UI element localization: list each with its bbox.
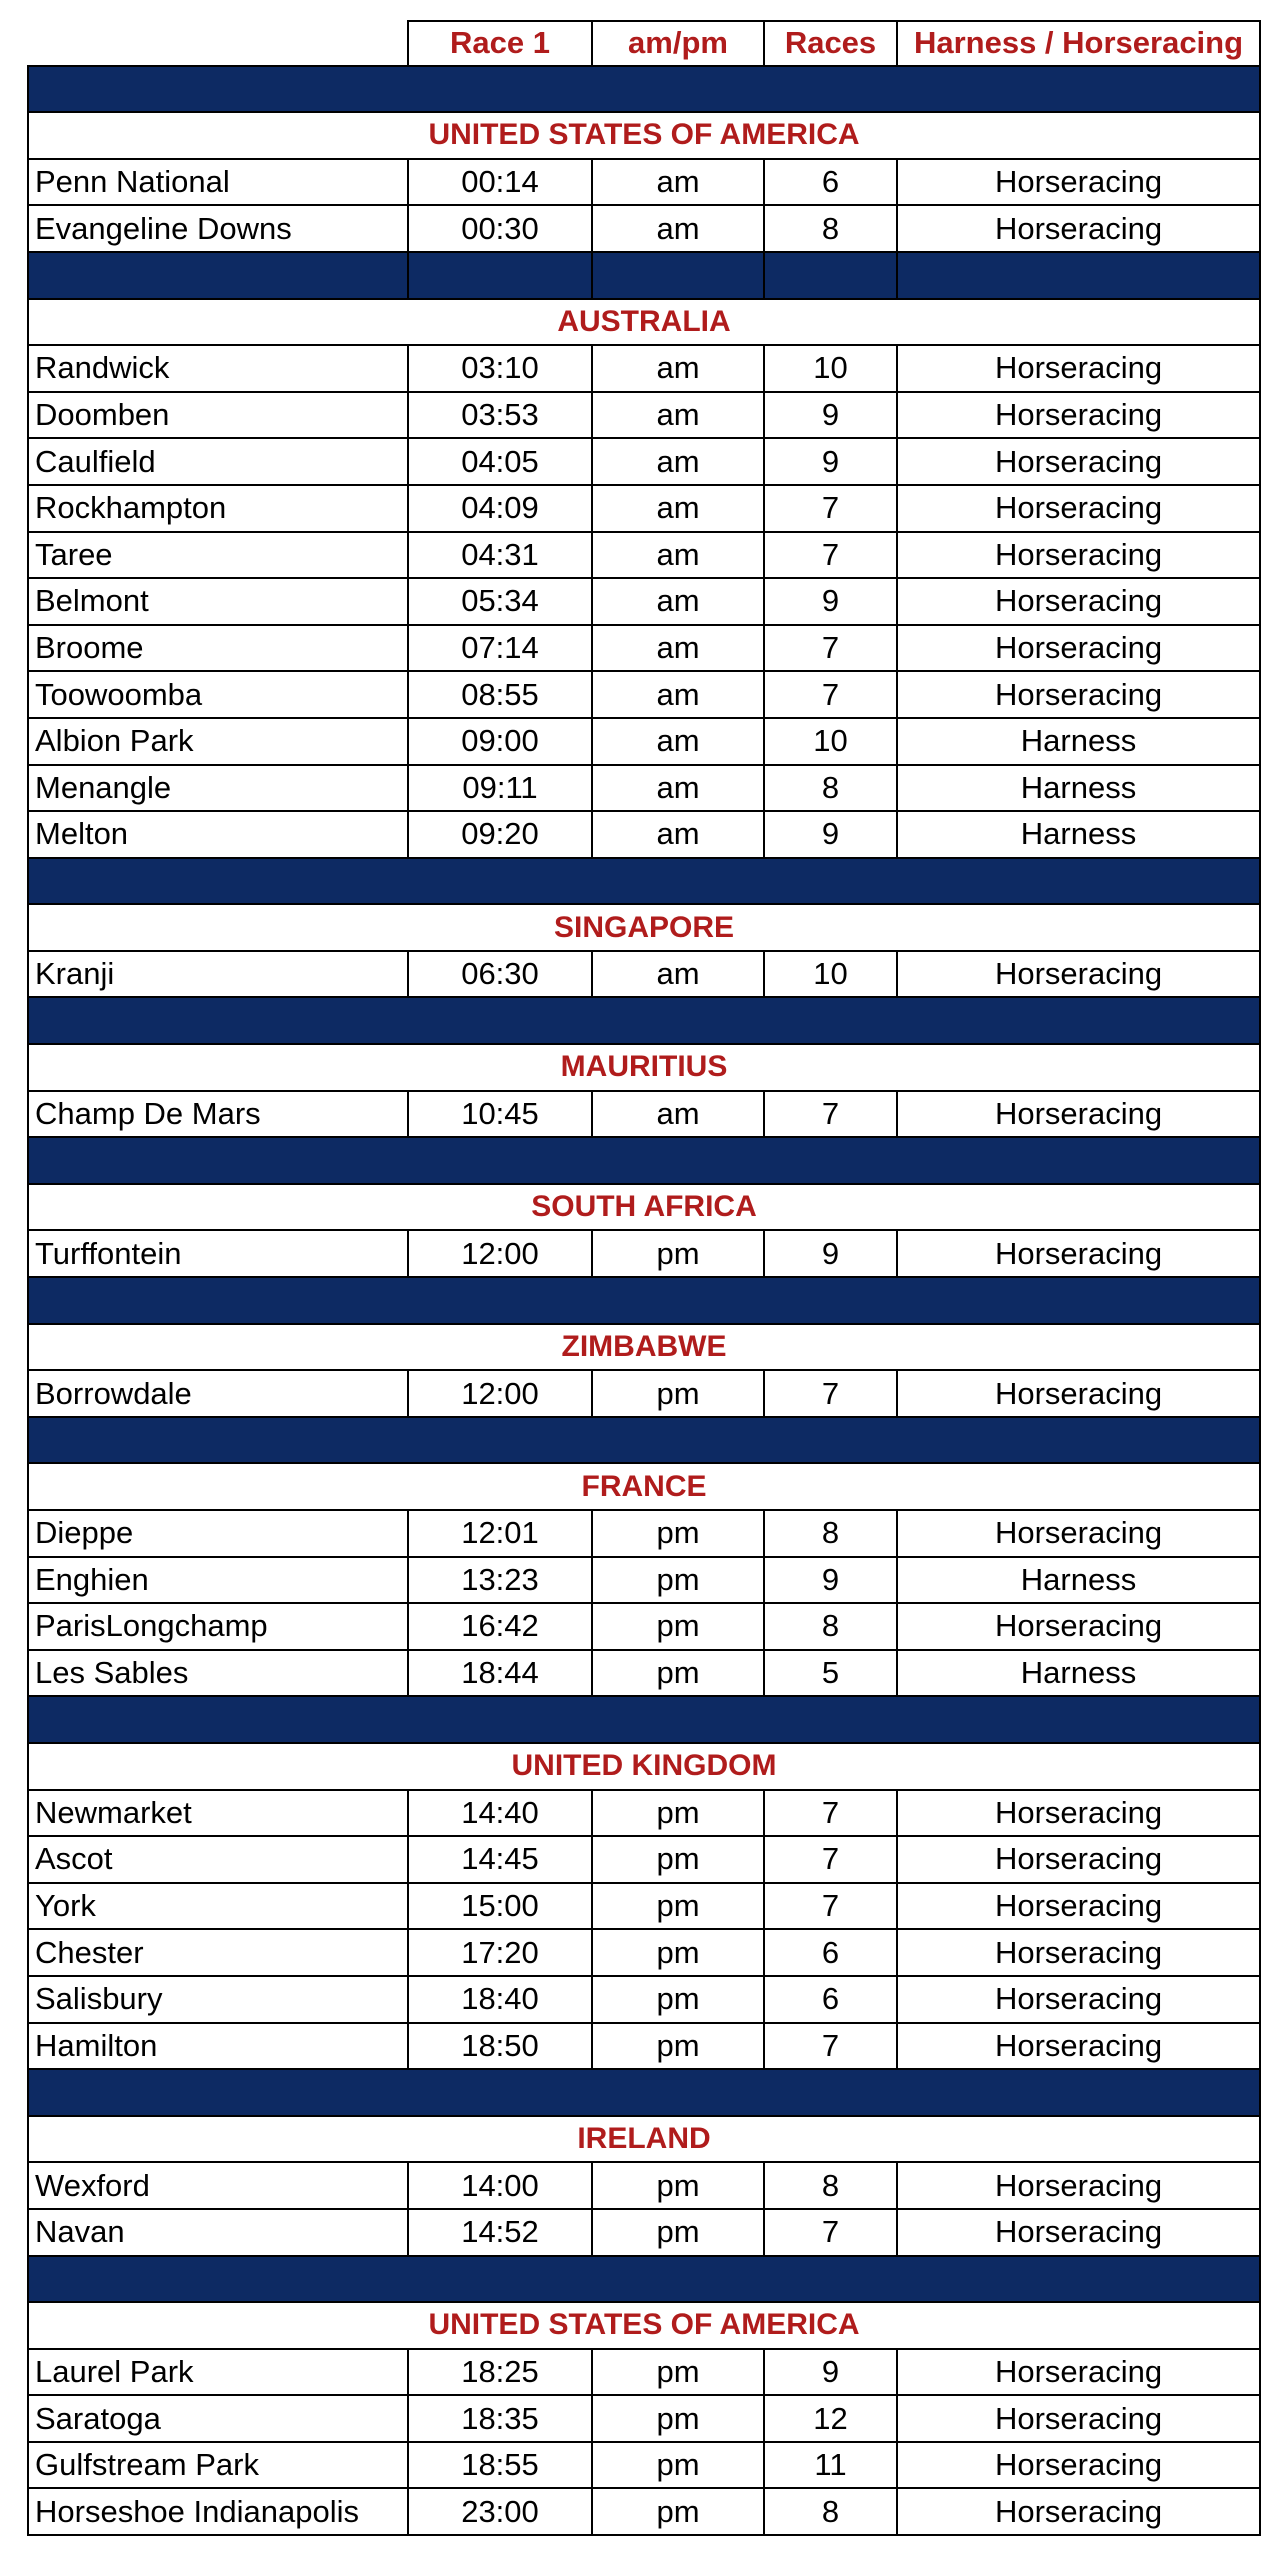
section-band <box>27 253 1261 300</box>
venue-cell: Ascot <box>27 1837 407 1884</box>
race-type-cell: Horseracing <box>896 2350 1261 2397</box>
race-1-time-cell: 06:30 <box>407 952 591 999</box>
race-type-cell: Horseracing <box>896 2443 1261 2490</box>
races-count-cell: 6 <box>763 1977 896 2024</box>
race-1-time-cell: 03:10 <box>407 346 591 393</box>
am-pm-cell: am <box>591 579 763 626</box>
table-row <box>27 579 1261 626</box>
am-pm-cell: am <box>591 812 763 859</box>
races-count-cell: 8 <box>763 1604 896 1651</box>
band-cell <box>896 253 1261 300</box>
venue-cell: Les Sables <box>27 1651 407 1698</box>
header-row <box>27 20 1261 67</box>
race-type-cell: Horseracing <box>896 626 1261 673</box>
table-row <box>27 533 1261 580</box>
race-1-time-cell: 09:00 <box>407 719 591 766</box>
races-count-cell: 8 <box>763 206 896 253</box>
race-type-cell: Horseracing <box>896 1837 1261 1884</box>
section-band <box>27 1418 1261 1465</box>
region-heading: SINGAPORE <box>27 905 1261 952</box>
am-pm-cell: pm <box>591 2396 763 2443</box>
race-1-time-cell: 15:00 <box>407 1884 591 1931</box>
am-pm-cell: pm <box>591 2163 763 2210</box>
am-pm-cell: am <box>591 160 763 207</box>
venue-cell: Doomben <box>27 393 407 440</box>
am-pm-cell: am <box>591 393 763 440</box>
venue-cell: Champ De Mars <box>27 1092 407 1139</box>
races-count-cell: 7 <box>763 1884 896 1931</box>
venue-cell: Borrowdale <box>27 1371 407 1418</box>
table-row <box>27 2350 1261 2397</box>
venue-cell: Chester <box>27 1930 407 1977</box>
am-pm-cell: am <box>591 952 763 999</box>
race-type-cell: Horseracing <box>896 1791 1261 1838</box>
am-pm-cell: pm <box>591 1604 763 1651</box>
table-row <box>27 626 1261 673</box>
venue-cell: Kranji <box>27 952 407 999</box>
race-type-cell: Harness <box>896 766 1261 813</box>
race-1-time-cell: 05:34 <box>407 579 591 626</box>
venue-cell: Randwick <box>27 346 407 393</box>
race-1-time-cell: 12:00 <box>407 1231 591 1278</box>
race-type-cell: Horseracing <box>896 1371 1261 1418</box>
am-pm-cell: am <box>591 439 763 486</box>
section-band <box>27 2070 1261 2117</box>
region-heading: AUSTRALIA <box>27 300 1261 347</box>
band-cell <box>591 253 763 300</box>
table-row <box>27 439 1261 486</box>
table-row <box>27 2163 1261 2210</box>
am-pm-cell: pm <box>591 1558 763 1605</box>
am-pm-cell: am <box>591 719 763 766</box>
table-row <box>27 1977 1261 2024</box>
race-1-time-cell: 18:55 <box>407 2443 591 2490</box>
am-pm-cell: am <box>591 533 763 580</box>
band-cell <box>27 253 407 300</box>
section-band <box>27 1138 1261 1185</box>
race-1-time-cell: 09:20 <box>407 812 591 859</box>
venue-cell: Taree <box>27 533 407 580</box>
header-race-1: Race 1 <box>407 20 591 67</box>
race-type-cell: Horseracing <box>896 346 1261 393</box>
table-row <box>27 160 1261 207</box>
race-1-time-cell: 13:23 <box>407 1558 591 1605</box>
header-races: Races <box>763 20 896 67</box>
race-type-cell: Horseracing <box>896 533 1261 580</box>
table-row <box>27 1604 1261 1651</box>
race-type-cell: Harness <box>896 812 1261 859</box>
table-row <box>27 1837 1261 1884</box>
section-band <box>27 67 1261 114</box>
race-type-cell: Horseracing <box>896 952 1261 999</box>
table-row <box>27 1651 1261 1698</box>
races-count-cell: 6 <box>763 1930 896 1977</box>
venue-cell: Melton <box>27 812 407 859</box>
races-count-cell: 7 <box>763 1837 896 1884</box>
am-pm-cell: pm <box>591 1371 763 1418</box>
races-count-cell: 7 <box>763 1371 896 1418</box>
region-heading: FRANCE <box>27 1464 1261 1511</box>
table-row <box>27 2210 1261 2257</box>
am-pm-cell: am <box>591 206 763 253</box>
am-pm-cell: pm <box>591 1977 763 2024</box>
race-1-time-cell: 17:20 <box>407 1930 591 1977</box>
races-count-cell: 6 <box>763 160 896 207</box>
race-1-time-cell: 08:55 <box>407 672 591 719</box>
race-type-cell: Horseracing <box>896 486 1261 533</box>
am-pm-cell: am <box>591 626 763 673</box>
race-1-time-cell: 04:09 <box>407 486 591 533</box>
am-pm-cell: am <box>591 766 763 813</box>
race-type-cell: Harness <box>896 1651 1261 1698</box>
header-venue <box>27 20 407 67</box>
am-pm-cell: pm <box>591 2024 763 2071</box>
table-row <box>27 1371 1261 1418</box>
table-row <box>27 393 1261 440</box>
band-cell <box>407 253 591 300</box>
race-type-cell: Horseracing <box>896 2024 1261 2071</box>
table-row <box>27 2396 1261 2443</box>
venue-cell: Navan <box>27 2210 407 2257</box>
section-band <box>27 998 1261 1045</box>
am-pm-cell: am <box>591 1092 763 1139</box>
region-heading: IRELAND <box>27 2117 1261 2164</box>
race-1-time-cell: 18:40 <box>407 1977 591 2024</box>
race-1-time-cell: 18:35 <box>407 2396 591 2443</box>
venue-cell: Newmarket <box>27 1791 407 1838</box>
races-count-cell: 7 <box>763 1791 896 1838</box>
table-row <box>27 1884 1261 1931</box>
venue-cell: Belmont <box>27 579 407 626</box>
races-count-cell: 9 <box>763 579 896 626</box>
table-row <box>27 346 1261 393</box>
race-1-time-cell: 00:14 <box>407 160 591 207</box>
race-type-cell: Horseracing <box>896 1977 1261 2024</box>
venue-cell: Dieppe <box>27 1511 407 1558</box>
am-pm-cell: pm <box>591 1930 763 1977</box>
races-count-cell: 9 <box>763 812 896 859</box>
table-row <box>27 672 1261 719</box>
table-row <box>27 766 1261 813</box>
section-band <box>27 1278 1261 1325</box>
region-heading: MAURITIUS <box>27 1045 1261 1092</box>
venue-cell: Wexford <box>27 2163 407 2210</box>
header-am-pm: am/pm <box>591 20 763 67</box>
table-row <box>27 1930 1261 1977</box>
race-1-time-cell: 16:42 <box>407 1604 591 1651</box>
race-1-time-cell: 04:05 <box>407 439 591 486</box>
races-count-cell: 9 <box>763 1231 896 1278</box>
races-count-cell: 7 <box>763 672 896 719</box>
races-count-cell: 9 <box>763 1558 896 1605</box>
race-1-time-cell: 14:00 <box>407 2163 591 2210</box>
race-1-time-cell: 04:31 <box>407 533 591 580</box>
table-row <box>27 1791 1261 1838</box>
table-row <box>27 1231 1261 1278</box>
races-count-cell: 8 <box>763 1511 896 1558</box>
region-heading: SOUTH AFRICA <box>27 1185 1261 1232</box>
venue-cell: ParisLongchamp <box>27 1604 407 1651</box>
region-heading: ZIMBABWE <box>27 1325 1261 1372</box>
race-type-cell: Horseracing <box>896 439 1261 486</box>
races-count-cell: 11 <box>763 2443 896 2490</box>
race-1-time-cell: 14:52 <box>407 2210 591 2257</box>
am-pm-cell: pm <box>591 2210 763 2257</box>
am-pm-cell: pm <box>591 1884 763 1931</box>
venue-cell: Evangeline Downs <box>27 206 407 253</box>
race-type-cell: Horseracing <box>896 1604 1261 1651</box>
race-1-time-cell: 18:44 <box>407 1651 591 1698</box>
races-count-cell: 9 <box>763 2350 896 2397</box>
venue-cell: Menangle <box>27 766 407 813</box>
venue-cell: Broome <box>27 626 407 673</box>
race-schedule-table <box>27 20 1261 2536</box>
race-type-cell: Harness <box>896 719 1261 766</box>
races-count-cell: 10 <box>763 719 896 766</box>
race-type-cell: Horseracing <box>896 2163 1261 2210</box>
races-count-cell: 10 <box>763 346 896 393</box>
venue-cell: Toowoomba <box>27 672 407 719</box>
table-row <box>27 206 1261 253</box>
race-1-time-cell: 10:45 <box>407 1092 591 1139</box>
region-heading: UNITED STATES OF AMERICA <box>27 113 1261 160</box>
table-row <box>27 486 1261 533</box>
venue-cell: Horseshoe Indianapolis <box>27 2489 407 2536</box>
venue-cell: Penn National <box>27 160 407 207</box>
race-1-time-cell: 09:11 <box>407 766 591 813</box>
venue-cell: Saratoga <box>27 2396 407 2443</box>
race-type-cell: Horseracing <box>896 2489 1261 2536</box>
table-row <box>27 952 1261 999</box>
header-type: Harness / Horseracing <box>896 20 1261 67</box>
race-type-cell: Horseracing <box>896 1092 1261 1139</box>
region-heading: UNITED STATES OF AMERICA <box>27 2303 1261 2350</box>
races-count-cell: 7 <box>763 2210 896 2257</box>
race-type-cell: Horseracing <box>896 672 1261 719</box>
table-row <box>27 2024 1261 2071</box>
races-count-cell: 8 <box>763 766 896 813</box>
am-pm-cell: pm <box>591 1837 763 1884</box>
venue-cell: Salisbury <box>27 1977 407 2024</box>
race-type-cell: Horseracing <box>896 579 1261 626</box>
table-row <box>27 719 1261 766</box>
venue-cell: Laurel Park <box>27 2350 407 2397</box>
section-band <box>27 1697 1261 1744</box>
am-pm-cell: pm <box>591 1791 763 1838</box>
am-pm-cell: am <box>591 672 763 719</box>
table-row <box>27 1092 1261 1139</box>
band-cell <box>763 253 896 300</box>
race-type-cell: Horseracing <box>896 2210 1261 2257</box>
races-count-cell: 7 <box>763 486 896 533</box>
race-1-time-cell: 03:53 <box>407 393 591 440</box>
race-1-time-cell: 14:40 <box>407 1791 591 1838</box>
races-count-cell: 10 <box>763 952 896 999</box>
venue-cell: Hamilton <box>27 2024 407 2071</box>
venue-cell: Rockhampton <box>27 486 407 533</box>
table-row <box>27 2489 1261 2536</box>
table-row <box>27 2443 1261 2490</box>
races-count-cell: 9 <box>763 439 896 486</box>
table-row <box>27 812 1261 859</box>
am-pm-cell: pm <box>591 1511 763 1558</box>
table-row <box>27 1511 1261 1558</box>
race-1-time-cell: 12:00 <box>407 1371 591 1418</box>
race-type-cell: Horseracing <box>896 1511 1261 1558</box>
am-pm-cell: pm <box>591 2443 763 2490</box>
race-type-cell: Horseracing <box>896 1231 1261 1278</box>
venue-cell: Enghien <box>27 1558 407 1605</box>
venue-cell: Turffontein <box>27 1231 407 1278</box>
venue-cell: Albion Park <box>27 719 407 766</box>
races-count-cell: 8 <box>763 2489 896 2536</box>
region-heading: UNITED KINGDOM <box>27 1744 1261 1791</box>
am-pm-cell: pm <box>591 1231 763 1278</box>
race-type-cell: Horseracing <box>896 2396 1261 2443</box>
race-1-time-cell: 18:25 <box>407 2350 591 2397</box>
venue-cell: Gulfstream Park <box>27 2443 407 2490</box>
am-pm-cell: am <box>591 486 763 533</box>
races-count-cell: 8 <box>763 2163 896 2210</box>
races-count-cell: 7 <box>763 1092 896 1139</box>
venue-cell: York <box>27 1884 407 1931</box>
section-band <box>27 2257 1261 2304</box>
race-1-time-cell: 23:00 <box>407 2489 591 2536</box>
race-1-time-cell: 12:01 <box>407 1511 591 1558</box>
section-band <box>27 859 1261 906</box>
am-pm-cell: am <box>591 346 763 393</box>
am-pm-cell: pm <box>591 1651 763 1698</box>
races-count-cell: 7 <box>763 626 896 673</box>
am-pm-cell: pm <box>591 2489 763 2536</box>
am-pm-cell: pm <box>591 2350 763 2397</box>
race-type-cell: Horseracing <box>896 206 1261 253</box>
races-count-cell: 7 <box>763 533 896 580</box>
sections <box>27 67 1261 2536</box>
race-type-cell: Horseracing <box>896 1930 1261 1977</box>
race-type-cell: Horseracing <box>896 393 1261 440</box>
races-count-cell: 7 <box>763 2024 896 2071</box>
race-1-time-cell: 00:30 <box>407 206 591 253</box>
races-count-cell: 12 <box>763 2396 896 2443</box>
races-count-cell: 9 <box>763 393 896 440</box>
venue-cell: Caulfield <box>27 439 407 486</box>
table-row <box>27 1558 1261 1605</box>
race-type-cell: Horseracing <box>896 1884 1261 1931</box>
races-count-cell: 5 <box>763 1651 896 1698</box>
race-type-cell: Horseracing <box>896 160 1261 207</box>
race-1-time-cell: 07:14 <box>407 626 591 673</box>
race-type-cell: Harness <box>896 1558 1261 1605</box>
race-1-time-cell: 18:50 <box>407 2024 591 2071</box>
race-1-time-cell: 14:45 <box>407 1837 591 1884</box>
